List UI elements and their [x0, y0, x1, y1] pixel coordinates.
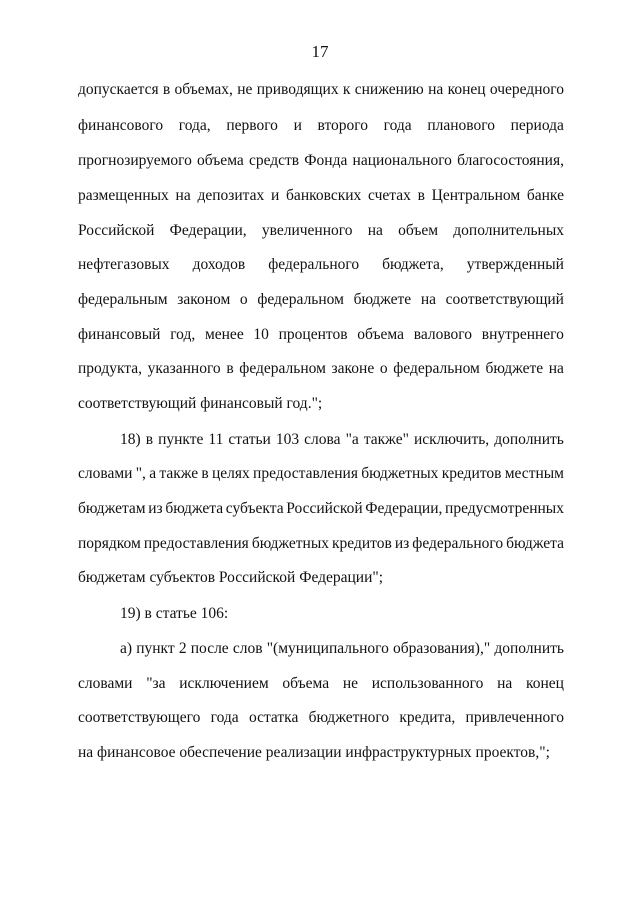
word: нефтегазовых	[78, 256, 170, 273]
word: Российской	[286, 500, 363, 517]
word: конец	[447, 81, 486, 98]
word: второго	[317, 117, 368, 134]
word: федерального	[412, 535, 504, 552]
word: соответствующий	[445, 291, 564, 308]
word: финансовый	[78, 326, 161, 343]
word: бюджетного	[308, 709, 390, 726]
text-line	[78, 464, 564, 484]
word: слов	[232, 640, 263, 657]
word: приводящих	[256, 81, 339, 98]
text-line	[78, 325, 564, 345]
word: предоставления	[143, 535, 249, 552]
word: бюджете	[353, 291, 412, 308]
text-line	[78, 499, 564, 519]
word: местным	[504, 465, 564, 482]
word: бюджетам	[78, 500, 146, 517]
word: кредитов	[332, 535, 392, 552]
word: на	[175, 187, 191, 204]
text-line: бюджетам субъектов Российской Федерации";	[78, 569, 384, 586]
word: законом	[177, 291, 231, 308]
word: на	[548, 360, 564, 377]
word: депозитах	[197, 187, 265, 204]
word: к	[342, 81, 351, 98]
word: ",	[135, 465, 146, 482]
text-line	[78, 80, 564, 100]
word: счетах	[368, 187, 411, 204]
page-number: 17	[311, 42, 329, 61]
word: целях	[211, 465, 250, 482]
text-line	[78, 255, 564, 275]
word: бюджета	[506, 535, 564, 552]
word: в	[162, 81, 171, 98]
word: исключением	[179, 675, 269, 692]
text-line	[120, 430, 564, 450]
word: не	[342, 675, 358, 692]
word: объемах,	[174, 81, 233, 98]
word: Центральном	[431, 187, 521, 204]
word: "(муниципального	[266, 640, 389, 657]
text-line: на финансовое обеспечение реализации инфраструктурных проектов,";	[78, 744, 550, 761]
text-line	[78, 359, 564, 379]
word: кредита,	[399, 709, 456, 726]
word: после	[190, 640, 229, 657]
word: очередного	[489, 81, 564, 98]
word: бюджете	[485, 360, 544, 377]
word: снижению	[354, 81, 424, 98]
text-line	[78, 708, 564, 728]
word: соответствующего	[78, 709, 201, 726]
word: банковских	[286, 187, 362, 204]
word: конец	[526, 675, 564, 692]
word: "за	[146, 675, 166, 692]
word: года	[383, 117, 412, 134]
word: прогнозируемого	[78, 152, 192, 169]
word: 103	[275, 431, 300, 448]
word: объема	[197, 152, 244, 169]
word: также	[159, 465, 199, 482]
word: 10	[253, 326, 269, 343]
word: субъекта	[225, 500, 284, 517]
word: в	[226, 360, 234, 377]
word: бюджета	[165, 500, 224, 517]
word: слова	[304, 431, 341, 448]
word: остатка	[248, 709, 299, 726]
word: предусмотренных	[445, 500, 564, 517]
word: из	[148, 500, 163, 517]
word: бюджетных	[361, 465, 439, 482]
word: первого	[226, 117, 278, 134]
word: объем	[398, 222, 439, 239]
word: на	[367, 222, 383, 239]
word: федеральном	[393, 360, 480, 377]
text-line: 19) в статье 106:	[120, 605, 229, 622]
word: объема	[282, 675, 330, 692]
word: а)	[120, 640, 133, 657]
word: год,	[170, 326, 196, 343]
word: размещенных	[78, 187, 169, 204]
word: валового	[413, 326, 473, 343]
word: 11	[208, 431, 224, 448]
word: из	[394, 535, 410, 552]
word: года	[210, 709, 239, 726]
word: внутреннего	[481, 326, 564, 343]
text-line	[120, 639, 564, 659]
word: пункте	[158, 431, 204, 448]
word: банке	[526, 187, 564, 204]
word: и	[293, 117, 302, 134]
word: благосостояния,	[457, 152, 564, 169]
word: федеральном	[239, 360, 326, 377]
word: пункт	[136, 640, 175, 657]
word: федеральным	[78, 291, 168, 308]
word: периода	[510, 117, 564, 134]
text-line	[78, 151, 564, 171]
word: Федерации,	[169, 222, 247, 239]
word: законе	[331, 360, 375, 377]
word: допускается	[78, 81, 159, 98]
text-line	[78, 674, 564, 694]
text-line	[78, 221, 564, 241]
word: Российской	[78, 222, 155, 239]
word: объема	[357, 326, 404, 343]
word: Фонда	[304, 152, 348, 169]
word: словами	[78, 465, 133, 482]
word: средств	[248, 152, 300, 169]
word: доходов	[192, 256, 246, 273]
word: дополнительных	[453, 222, 564, 239]
word: продукта,	[78, 360, 143, 377]
word: 18)	[120, 431, 141, 448]
word: увеличенного	[261, 222, 353, 239]
word: менее	[204, 326, 244, 343]
word: о	[239, 291, 248, 308]
word: бюджетных	[251, 535, 329, 552]
word: кредитов	[441, 465, 502, 482]
word: порядком	[78, 535, 141, 552]
word: образования),"	[393, 640, 491, 657]
word: в	[417, 187, 425, 204]
word: предоставления	[253, 465, 358, 482]
word: на	[420, 291, 437, 308]
word: 2	[178, 640, 187, 657]
word: национального	[352, 152, 452, 169]
word: привлеченного	[465, 709, 564, 726]
word: о	[379, 360, 388, 377]
word: в	[201, 465, 209, 482]
word: также"	[363, 431, 409, 448]
text-line	[78, 116, 564, 136]
word: использованного	[371, 675, 484, 692]
text-line	[78, 186, 564, 206]
word: не	[237, 81, 253, 98]
word: а	[149, 465, 157, 482]
word: "а	[345, 431, 359, 448]
word: процентов	[278, 326, 348, 343]
word: на	[428, 81, 444, 98]
word: на	[497, 675, 513, 692]
word: утвержденный	[466, 256, 564, 273]
text-line	[78, 290, 564, 310]
word: финансового	[78, 117, 164, 134]
word: и	[271, 187, 280, 204]
word: бюджета,	[382, 256, 444, 273]
word: дополнить	[494, 640, 564, 657]
word: словами	[78, 675, 133, 692]
word: федерального	[268, 256, 360, 273]
word: года,	[178, 117, 211, 134]
text-line	[78, 534, 564, 554]
word: в	[145, 431, 154, 448]
word: статьи	[228, 431, 271, 448]
word: указанного	[147, 360, 221, 377]
word: планового	[427, 117, 495, 134]
word: исключить,	[413, 431, 490, 448]
word: федеральном	[257, 291, 344, 308]
word: дополнить	[494, 431, 564, 448]
text-line: соответствующий финансовый год.";	[78, 395, 323, 412]
word: Федерации,	[365, 500, 443, 517]
